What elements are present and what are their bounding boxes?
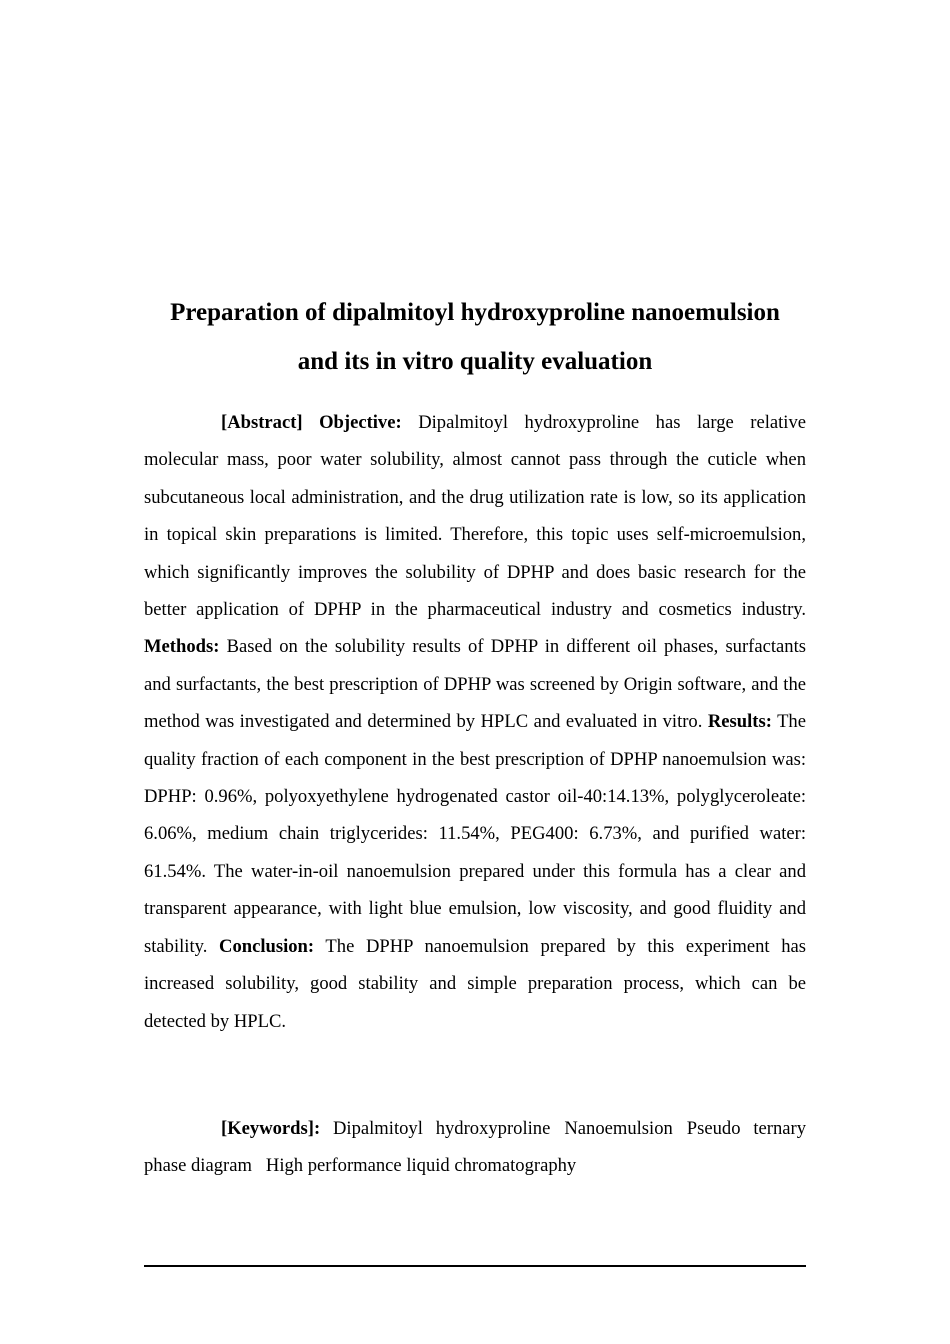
keyword-item: Nanoemulsion: [564, 1118, 673, 1139]
title-line-1: Preparation of dipalmitoyl hydroxyproline nanoemulsion: [170, 299, 780, 326]
keywords-label: [Keywords]:: [221, 1118, 321, 1139]
keyword-item: Dipalmitoyl hydroxyproline: [333, 1118, 551, 1139]
results-label: Results:: [707, 711, 772, 733]
objective-label: Objective:: [319, 412, 402, 433]
keyword-item: High performance liquid chromatography: [265, 1155, 577, 1177]
conclusion-text: The DPHP nanoemulsion prepared by this experiment has increased solubility, good stability and simple preparation process, which can be detected by HPLC.: [144, 935, 807, 1032]
footnote-divider: [144, 1265, 806, 1267]
results-text: The quality fraction of each component in the best prescription of DPHP nanoemulsion was: DPHP: 0.96%, polyoxyethylene hydrogenated castor oil-40:14.13%, polyglyceroleate: 6.06%, medium chain triglycerides: 11.54%, PEG400: 6.73%, and purified water: 61.54%. The water-in-oil nanoemulsion prepared under this formula has a clear and transparent appearance, with light blue emulsion, low viscosity, and good fluidity and stability.: [144, 711, 806, 957]
title-line-2: and its in vitro quality evaluation: [297, 348, 653, 375]
keywords-paragraph: [144, 1110, 806, 1185]
conclusion-label: Conclusion:: [219, 935, 315, 957]
methods-text: Based on the solubility results of DPHP in different oil phases, surfactants and surfactants, the best prescription of DPHP was screened by Origin software, and the method was investigated and determined by HPLC and evaluated in vitro.: [144, 636, 806, 733]
methods-label: Methods:: [144, 636, 220, 658]
abstract-paragraph: [144, 404, 806, 1040]
keyword-item: Pseudo ternary phase diagram: [144, 1118, 806, 1177]
objective-text: Dipalmitoyl hydroxyproline has large relative molecular mass, poor water solubility, almost cannot pass through the cuticle when subcutaneous local administration, and the drug utilization rate is low, so its application in topical skin preparations is limited. Therefore, this topic uses self-microemulsion, which significantly improves the solubility of DPHP and does basic research for the better application of DPHP in the pharmaceutical industry and cosmetics industry.: [144, 412, 807, 621]
paper-title: [144, 288, 806, 386]
abstract-label: [Abstract]: [221, 412, 303, 433]
